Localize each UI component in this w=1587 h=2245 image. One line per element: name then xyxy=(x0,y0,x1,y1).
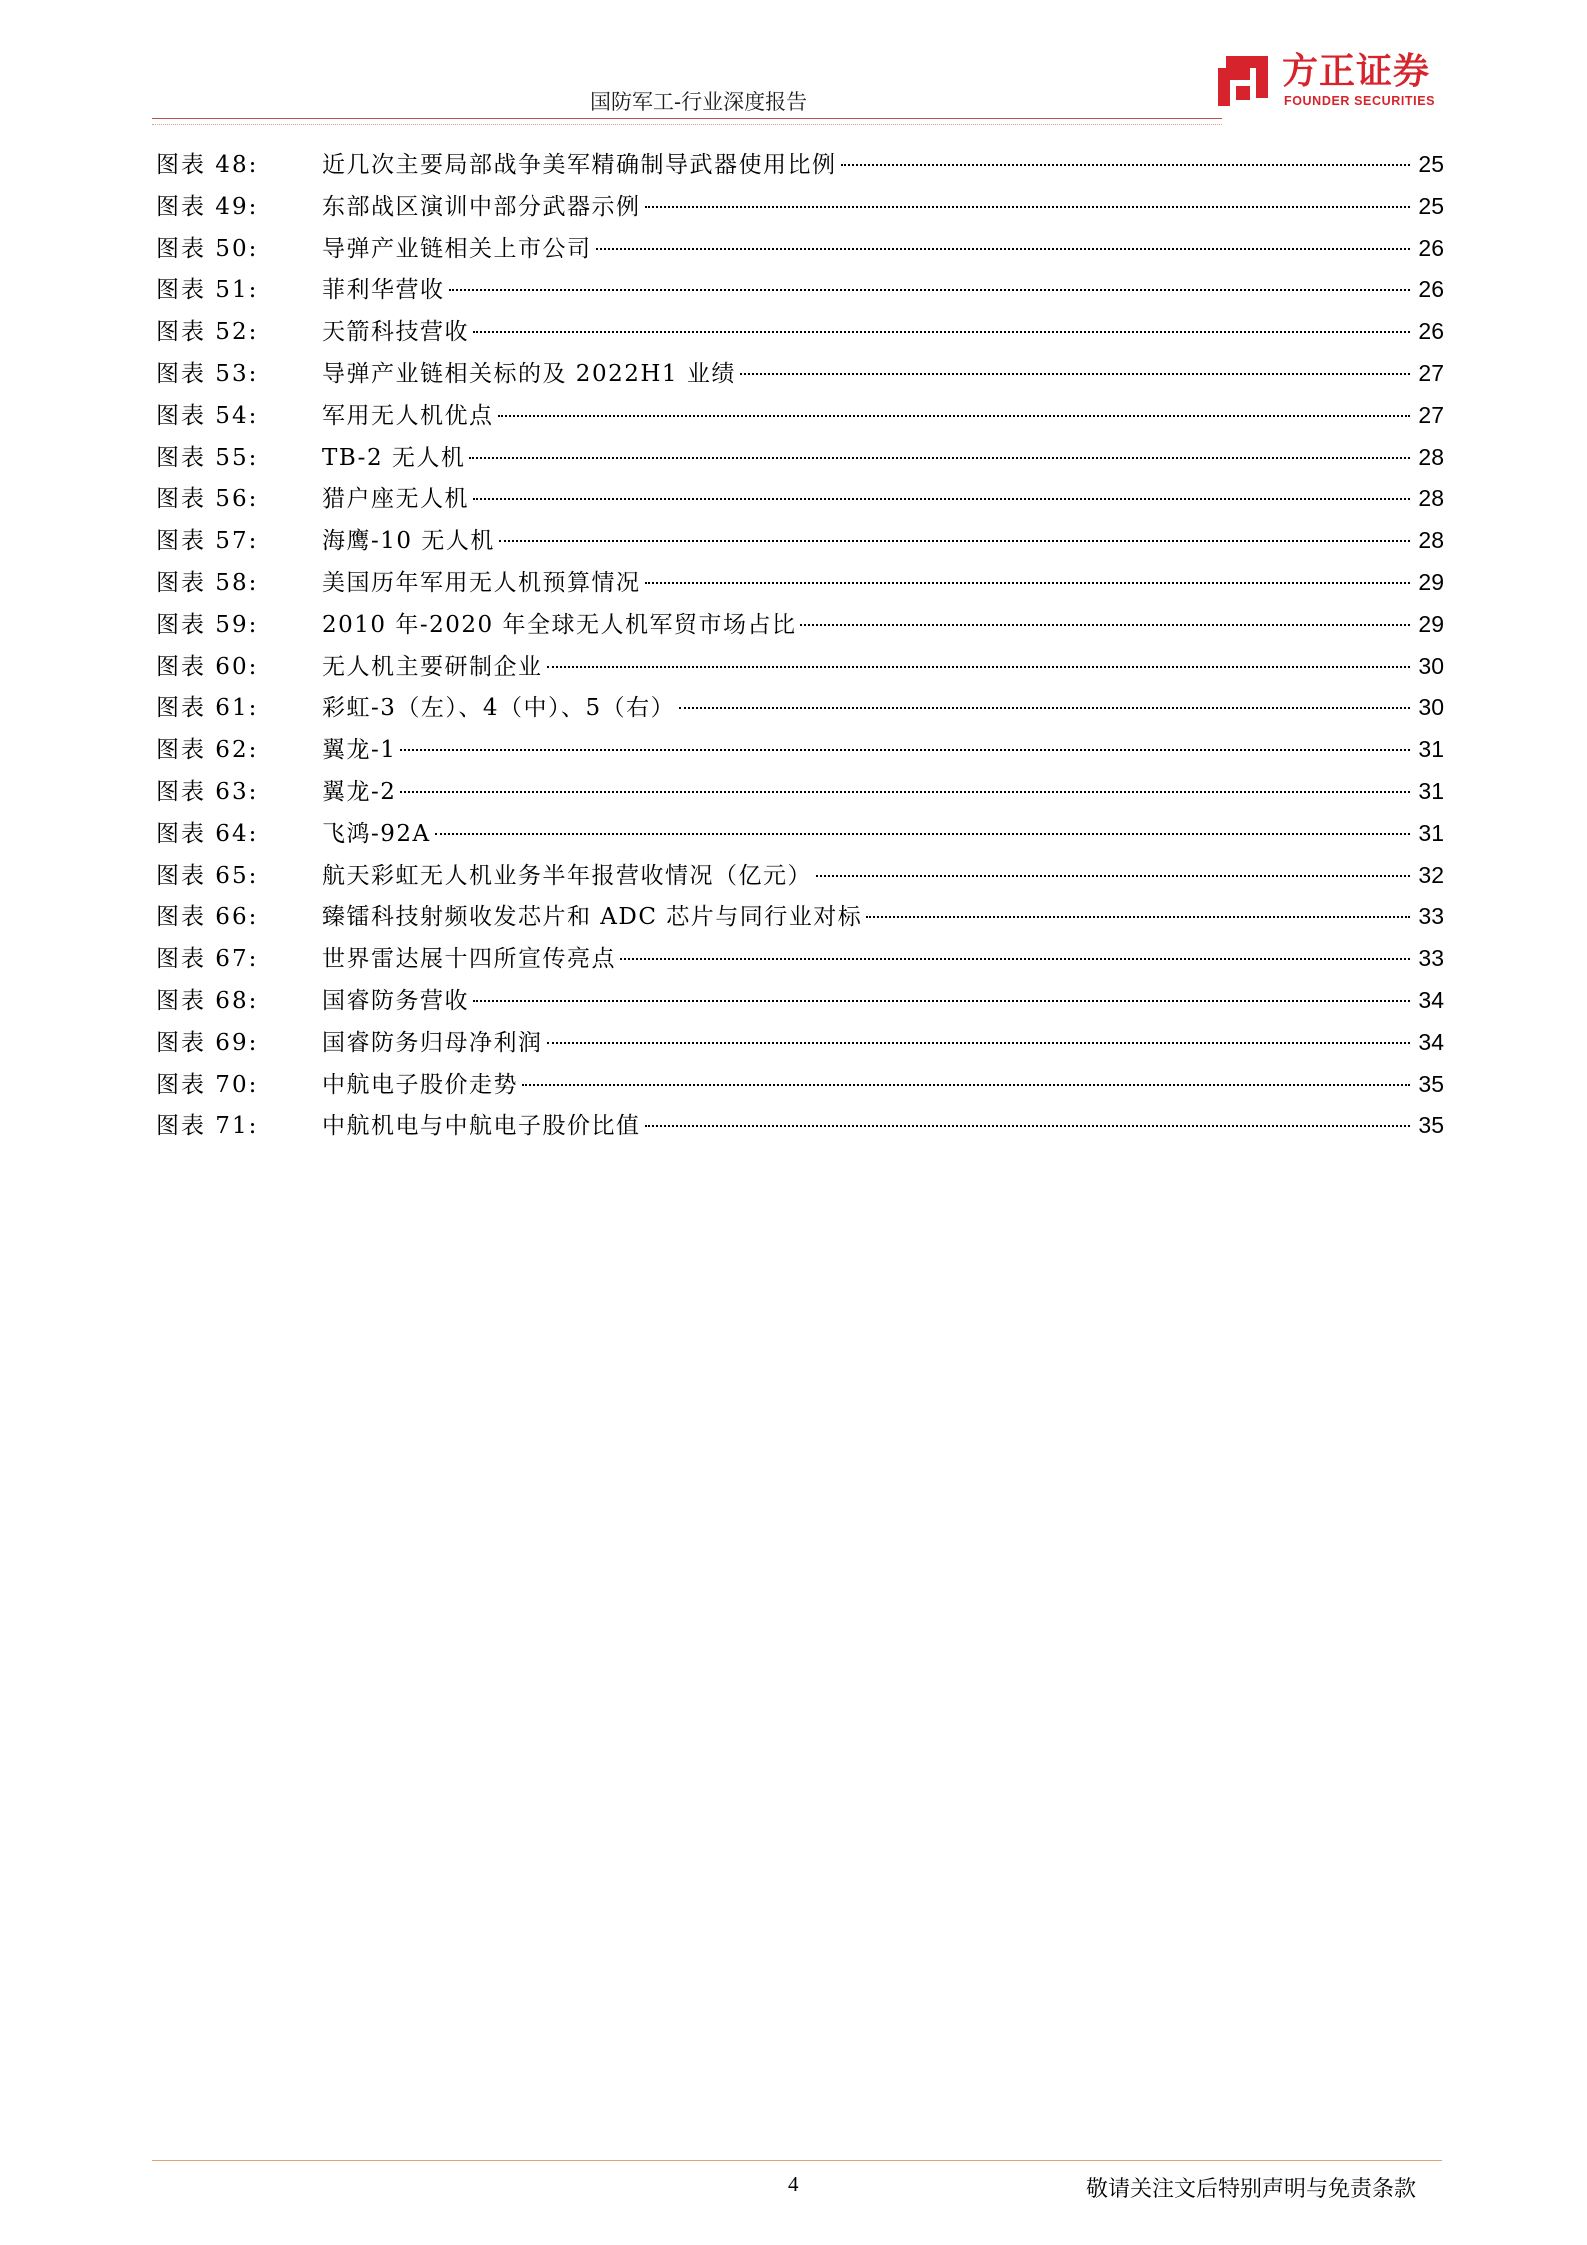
toc-entry-title: 导弹产业链相关上市公司 xyxy=(322,235,592,262)
toc-entry-page: 33 xyxy=(1418,903,1444,930)
toc-dot-leader xyxy=(816,875,1410,877)
toc-dot-leader xyxy=(620,958,1410,960)
founder-logo-mark-icon xyxy=(1212,50,1274,112)
toc-entry-label: 图表 64: xyxy=(156,820,259,847)
toc-entry[interactable] xyxy=(156,144,1444,186)
toc-entry-title: 海鹰-10 无人机 xyxy=(322,528,495,555)
toc-entry-label: 图表 66: xyxy=(156,904,259,931)
toc-dot-leader xyxy=(740,373,1410,375)
toc-entry-page: 31 xyxy=(1418,736,1444,763)
toc-entry[interactable] xyxy=(156,186,1444,228)
logo-name-cn: 方正证券 xyxy=(1282,51,1431,92)
toc-entry-page: 29 xyxy=(1418,568,1444,595)
toc-dot-leader xyxy=(547,1042,1411,1044)
toc-entry-label: 图表 60: xyxy=(156,653,259,680)
toc-entry-page: 31 xyxy=(1418,777,1444,804)
toc-dot-leader xyxy=(449,289,1411,291)
toc-entry-label: 图表 49: xyxy=(156,193,259,220)
toc-entry-page: 26 xyxy=(1418,276,1444,303)
toc-entry-title: 2010 年-2020 年全球无人机军贸市场占比 xyxy=(322,611,797,638)
toc-entry[interactable] xyxy=(156,311,1444,353)
toc-entry-title: 中航电子股价走势 xyxy=(322,1071,518,1098)
toc-entry-page: 27 xyxy=(1418,359,1444,386)
toc-entry-page: 26 xyxy=(1418,318,1444,345)
toc-dot-leader xyxy=(469,457,1410,459)
toc-dot-leader xyxy=(499,540,1410,542)
toc-dot-leader xyxy=(400,791,1410,793)
toc-dot-leader xyxy=(800,624,1410,626)
report-header-title: 国防军工-行业深度报告 xyxy=(590,90,808,114)
toc-entry-label: 图表 68: xyxy=(156,987,259,1014)
toc-entry[interactable] xyxy=(156,855,1444,897)
toc-entry-label: 图表 61: xyxy=(156,695,259,722)
toc-entry-title: 飞鸿-92A xyxy=(322,820,431,847)
toc-entry-page: 33 xyxy=(1418,945,1444,972)
toc-entry-label: 图表 67: xyxy=(156,946,259,973)
toc-entry-page: 27 xyxy=(1418,401,1444,428)
toc-entry-title: 东部战区演训中部分武器示例 xyxy=(322,193,641,220)
toc-entry-title: 近几次主要局部战争美军精确制导武器使用比例 xyxy=(322,152,837,178)
toc-entry-page: 34 xyxy=(1418,1028,1444,1055)
toc-entry-title: TB-2 无人机 xyxy=(322,444,466,471)
toc-entry-title: 美国历年军用无人机预算情况 xyxy=(322,569,641,596)
toc-entry-label: 图表 52: xyxy=(156,319,259,346)
toc-entry-label: 图表 56: xyxy=(156,486,259,513)
toc-dot-leader xyxy=(473,498,1410,500)
toc-entry-title: 天箭科技营收 xyxy=(322,319,469,346)
toc-dot-leader xyxy=(596,248,1411,250)
toc-entry-label: 图表 70: xyxy=(156,1071,259,1098)
toc-entry-page: 28 xyxy=(1418,527,1444,554)
toc-entry[interactable] xyxy=(156,437,1444,479)
toc-dot-leader xyxy=(645,582,1411,584)
logo-name-en: FOUNDER SECURITIES xyxy=(1284,94,1436,108)
toc-entry-label: 图表 54: xyxy=(156,402,259,429)
toc-dot-leader xyxy=(679,707,1410,709)
toc-entry-label: 图表 50: xyxy=(156,235,259,262)
toc-entry[interactable] xyxy=(156,478,1444,520)
toc-entry-page: 26 xyxy=(1418,234,1444,261)
founder-securities-logo xyxy=(1212,50,1452,116)
toc-entry-page: 31 xyxy=(1418,819,1444,846)
toc-entry-page: 30 xyxy=(1418,694,1444,721)
toc-entry-label: 图表 65: xyxy=(156,862,259,889)
toc-entry-title: 无人机主要研制企业 xyxy=(322,653,543,680)
toc-entry-label: 图表 53: xyxy=(156,360,259,387)
toc-entry[interactable] xyxy=(156,269,1444,311)
toc-entry-page: 35 xyxy=(1418,1112,1444,1139)
toc-entry-page: 25 xyxy=(1418,151,1444,177)
toc-entry-title: 航天彩虹无人机业务半年报营收情况（亿元） xyxy=(322,862,812,889)
toc-entry-title: 国睿防务归母净利润 xyxy=(322,1029,543,1056)
toc-entry-title: 导弹产业链相关标的及 2022H1 业绩 xyxy=(322,360,736,387)
header-divider xyxy=(152,118,1222,119)
toc-entry-label: 图表 55: xyxy=(156,444,259,471)
toc-entry-page: 28 xyxy=(1418,443,1444,470)
toc-entry[interactable] xyxy=(156,520,1444,562)
toc-entry-title: 中航机电与中航电子股价比值 xyxy=(322,1113,641,1140)
toc-entry-label: 图表 63: xyxy=(156,778,259,805)
toc-entry-page: 30 xyxy=(1418,652,1444,679)
toc-entry-label: 图表 69: xyxy=(156,1029,259,1056)
toc-entry[interactable] xyxy=(156,980,1444,1022)
toc-dot-leader xyxy=(645,206,1411,208)
toc-entry-title: 翼龙-2 xyxy=(322,778,397,805)
toc-entry-page: 34 xyxy=(1418,986,1444,1013)
toc-entry-title: 菲利华营收 xyxy=(322,277,445,304)
toc-dot-leader xyxy=(522,1084,1410,1086)
toc-dot-leader xyxy=(473,1000,1410,1002)
toc-entry[interactable] xyxy=(156,1022,1444,1064)
toc-entry-page: 29 xyxy=(1418,610,1444,637)
toc-entry-title: 军用无人机优点 xyxy=(322,402,494,429)
toc-entry[interactable] xyxy=(156,1105,1444,1147)
toc-entry-title: 世界雷达展十四所宣传亮点 xyxy=(322,946,616,973)
toc-entry[interactable] xyxy=(156,353,1444,395)
toc-entry[interactable] xyxy=(156,896,1444,938)
toc-entry[interactable] xyxy=(156,646,1444,688)
toc-dot-leader xyxy=(866,916,1410,918)
toc-entry[interactable] xyxy=(156,228,1444,270)
toc-entry[interactable] xyxy=(156,1064,1444,1106)
toc-entry[interactable] xyxy=(156,687,1444,729)
toc-entry-label: 图表 48: xyxy=(156,152,259,178)
toc-entry[interactable] xyxy=(156,771,1444,813)
footer-disclaimer: 敬请关注文后特别声明与免责条款 xyxy=(1086,2177,1417,2202)
toc-entry-title: 翼龙-1 xyxy=(322,737,397,764)
footer-page-number: 4 xyxy=(788,2172,799,2196)
toc-dot-leader xyxy=(473,331,1410,333)
footer-divider xyxy=(152,2160,1442,2161)
toc-entry-page: 35 xyxy=(1418,1070,1444,1097)
toc-entry-label: 图表 62: xyxy=(156,737,259,764)
toc-entry[interactable] xyxy=(156,938,1444,980)
toc-dot-leader xyxy=(498,415,1411,417)
toc-entry-title: 臻镭科技射频收发芯片和 ADC 芯片与同行业对标 xyxy=(322,904,863,931)
toc-entry[interactable] xyxy=(156,562,1444,604)
toc-dot-leader xyxy=(645,1125,1411,1127)
toc-entry[interactable] xyxy=(156,604,1444,646)
header-divider-dotted xyxy=(152,124,1222,125)
toc-entry[interactable] xyxy=(156,813,1444,855)
toc-entry-page: 32 xyxy=(1418,861,1444,888)
toc-entry[interactable] xyxy=(156,395,1444,437)
toc-entry-label: 图表 58: xyxy=(156,569,259,596)
toc-dot-leader xyxy=(400,749,1410,751)
toc-dot-leader xyxy=(435,833,1410,835)
toc-entry-title: 国睿防务营收 xyxy=(322,987,469,1014)
figure-list xyxy=(156,144,1444,1147)
toc-dot-leader xyxy=(841,164,1411,166)
toc-entry-label: 图表 71: xyxy=(156,1113,259,1140)
toc-dot-leader xyxy=(547,666,1411,668)
toc-entry-title: 彩虹-3（左）、4（中）、5（右） xyxy=(322,695,676,722)
toc-entry-label: 图表 57: xyxy=(156,528,259,555)
toc-entry-label: 图表 51: xyxy=(156,277,259,304)
toc-entry[interactable] xyxy=(156,729,1444,771)
toc-entry-title: 猎户座无人机 xyxy=(322,486,469,513)
toc-entry-page: 25 xyxy=(1418,192,1444,219)
toc-entry-page: 28 xyxy=(1418,485,1444,512)
toc-entry-label: 图表 59: xyxy=(156,611,259,638)
